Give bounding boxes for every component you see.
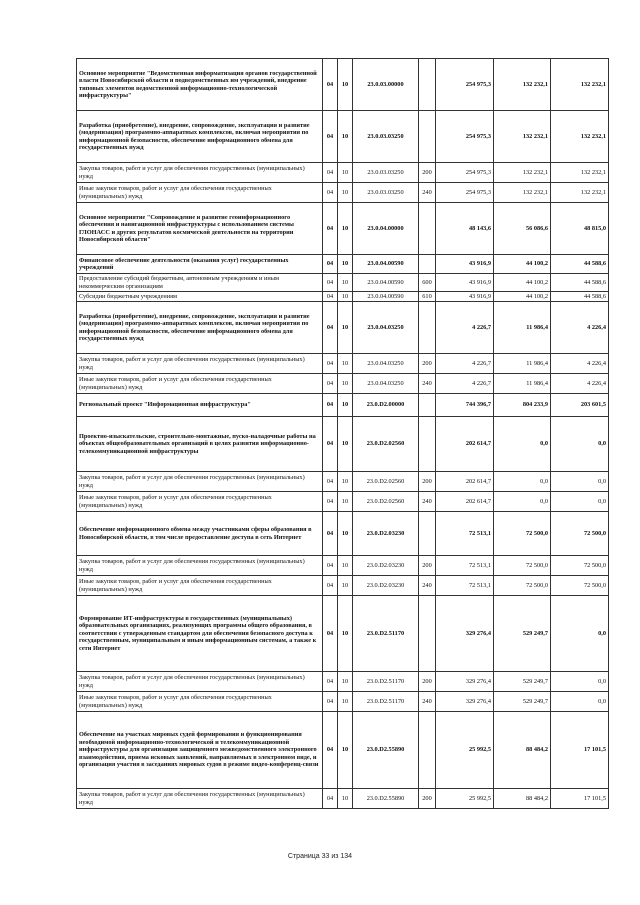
row-name: Закупка товаров, работ и услуг для обеспечения государственных (муниципальных) нужд: [77, 789, 323, 809]
row-expense-type: 610: [419, 292, 436, 302]
row-target-code: 23.0.D2.51170: [353, 692, 419, 712]
table-row: [77, 163, 609, 183]
row-name: Формирование ИТ-инфраструктуры в государственных (муниципальных) образовательных организациях, реализующих программы общего образования, в соответствии с утвержденным стандартом для обеспечения безопасного доступа к государственным, муниципальным и иным информационным системам, а также к сети Интернет: [77, 596, 323, 672]
row-amount-year1: 43 916,9: [436, 255, 494, 274]
table-row: [77, 789, 609, 809]
row-subsection: 10: [338, 302, 353, 354]
row-name: Иные закупки товаров, работ и услуг для обеспечения государственных (муниципальных) нужд: [77, 576, 323, 596]
row-name: Закупка товаров, работ и услуг для обеспечения государственных (муниципальных) нужд: [77, 472, 323, 492]
row-target-code: 23.0.03.03250: [353, 111, 419, 163]
row-expense-type: 240: [419, 576, 436, 596]
table-row: [77, 492, 609, 512]
row-subsection: 10: [338, 59, 353, 111]
row-section: 04: [323, 354, 338, 374]
row-name: Иные закупки товаров, работ и услуг для обеспечения государственных (муниципальных) нужд: [77, 183, 323, 203]
row-name: Основное мероприятие "Сопровождение и развитие геоинформационного обеспечения и навигационной инфраструктуры с использованием системы ГЛОНАСС и других результатов космической деятельности на территории Новосибирской области": [77, 203, 323, 255]
row-expense-type: [419, 59, 436, 111]
row-section: 04: [323, 255, 338, 274]
row-amount-year2: 88 484,2: [494, 712, 551, 789]
table-row: [77, 596, 609, 672]
row-expense-type: 240: [419, 692, 436, 712]
row-expense-type: 240: [419, 492, 436, 512]
row-name: Проектно-изыскательские, строительно-монтажные, пуско-наладочные работы на объектах общеобразовательных организаций в целях развития информационно-телекоммуникационной инфраструктуры: [77, 417, 323, 472]
row-amount-year3: 0,0: [551, 672, 609, 692]
row-name: Региональный проект "Информационная инфраструктура": [77, 394, 323, 417]
table-row: [77, 274, 609, 292]
row-amount-year1: 4 226,7: [436, 354, 494, 374]
row-expense-type: [419, 712, 436, 789]
row-name: Закупка товаров, работ и услуг для обеспечения государственных (муниципальных) нужд: [77, 672, 323, 692]
row-amount-year2: 11 986,4: [494, 354, 551, 374]
row-subsection: 10: [338, 712, 353, 789]
row-target-code: 23.0.04.00590: [353, 292, 419, 302]
row-amount-year2: 11 986,4: [494, 374, 551, 394]
row-expense-type: 200: [419, 472, 436, 492]
row-amount-year3: 4 226,4: [551, 302, 609, 354]
row-section: 04: [323, 111, 338, 163]
row-target-code: 23.0.04.03250: [353, 302, 419, 354]
row-amount-year3: 0,0: [551, 596, 609, 672]
row-subsection: 10: [338, 512, 353, 556]
row-subsection: 10: [338, 472, 353, 492]
row-section: 04: [323, 274, 338, 292]
row-amount-year3: 0,0: [551, 492, 609, 512]
row-expense-type: [419, 417, 436, 472]
row-amount-year3: 4 226,4: [551, 374, 609, 394]
row-amount-year1: 329 276,4: [436, 672, 494, 692]
row-amount-year1: 43 916,9: [436, 274, 494, 292]
row-section: 04: [323, 789, 338, 809]
row-amount-year1: 329 276,4: [436, 692, 494, 712]
row-amount-year1: 72 513,1: [436, 556, 494, 576]
row-subsection: 10: [338, 163, 353, 183]
row-amount-year2: 44 100,2: [494, 292, 551, 302]
row-target-code: 23.0.D2.51170: [353, 596, 419, 672]
row-amount-year2: 88 484,2: [494, 789, 551, 809]
row-amount-year3: 72 500,0: [551, 512, 609, 556]
row-amount-year3: 132 232,1: [551, 183, 609, 203]
row-target-code: 23.0.03.03250: [353, 183, 419, 203]
row-amount-year1: 72 513,1: [436, 576, 494, 596]
row-subsection: 10: [338, 556, 353, 576]
row-amount-year3: 0,0: [551, 692, 609, 712]
row-amount-year2: 72 500,0: [494, 512, 551, 556]
row-expense-type: [419, 596, 436, 672]
row-section: 04: [323, 59, 338, 111]
row-expense-type: [419, 203, 436, 255]
row-amount-year2: 0,0: [494, 492, 551, 512]
row-amount-year1: 25 992,5: [436, 712, 494, 789]
row-amount-year1: 254 975,3: [436, 163, 494, 183]
row-amount-year3: 17 101,5: [551, 712, 609, 789]
row-target-code: 23.0.03.03250: [353, 163, 419, 183]
row-amount-year2: 44 100,2: [494, 255, 551, 274]
row-target-code: 23.0.03.00000: [353, 59, 419, 111]
row-amount-year1: 329 276,4: [436, 596, 494, 672]
row-target-code: 23.0.04.00590: [353, 255, 419, 274]
row-subsection: 10: [338, 292, 353, 302]
row-amount-year3: 4 226,4: [551, 354, 609, 374]
row-amount-year3: 132 232,1: [551, 163, 609, 183]
row-target-code: 23.0.D2.02560: [353, 492, 419, 512]
row-expense-type: 600: [419, 274, 436, 292]
row-subsection: 10: [338, 672, 353, 692]
row-subsection: 10: [338, 596, 353, 672]
row-expense-type: [419, 512, 436, 556]
row-amount-year1: 744 396,7: [436, 394, 494, 417]
row-subsection: 10: [338, 354, 353, 374]
row-amount-year2: 529 249,7: [494, 596, 551, 672]
row-amount-year2: 56 086,6: [494, 203, 551, 255]
table-row: [77, 302, 609, 354]
table-row: [77, 292, 609, 302]
row-section: 04: [323, 394, 338, 417]
row-amount-year3: 48 815,0: [551, 203, 609, 255]
row-target-code: 23.0.04.00590: [353, 274, 419, 292]
table-row: [77, 712, 609, 789]
row-section: 04: [323, 374, 338, 394]
row-amount-year1: 48 143,6: [436, 203, 494, 255]
row-target-code: 23.0.D2.00000: [353, 394, 419, 417]
row-amount-year3: 44 588,6: [551, 255, 609, 274]
table-row: [77, 183, 609, 203]
row-target-code: 23.0.04.00000: [353, 203, 419, 255]
row-amount-year3: 72 500,0: [551, 576, 609, 596]
row-expense-type: 200: [419, 354, 436, 374]
row-amount-year2: 804 233,9: [494, 394, 551, 417]
row-subsection: 10: [338, 111, 353, 163]
row-expense-type: 200: [419, 789, 436, 809]
row-target-code: 23.0.D2.55890: [353, 789, 419, 809]
row-section: 04: [323, 692, 338, 712]
row-expense-type: [419, 255, 436, 274]
budget-table-page: [76, 58, 608, 809]
row-amount-year2: 72 500,0: [494, 576, 551, 596]
table-row: [77, 692, 609, 712]
row-amount-year1: 43 916,9: [436, 292, 494, 302]
row-subsection: 10: [338, 203, 353, 255]
row-expense-type: 240: [419, 374, 436, 394]
row-name: Основное мероприятие "Ведомственная информатизация органов государственной власти Новосибирской области и подведомственных им учреждений, внедрение типовых элементов ведомственной информационно-технологической инфраструктуры": [77, 59, 323, 111]
row-amount-year3: 0,0: [551, 417, 609, 472]
row-name: Обеспечение информационного обмена между участниками сферы образования в Новосибирской области, в том числе предоставление доступа в сеть Интернет: [77, 512, 323, 556]
row-subsection: 10: [338, 576, 353, 596]
row-amount-year2: 11 986,4: [494, 302, 551, 354]
row-name: Иные закупки товаров, работ и услуг для обеспечения государственных (муниципальных) нужд: [77, 492, 323, 512]
row-amount-year1: 202 614,7: [436, 492, 494, 512]
row-amount-year2: 132 232,1: [494, 59, 551, 111]
row-amount-year1: 202 614,7: [436, 472, 494, 492]
row-amount-year1: 202 614,7: [436, 417, 494, 472]
row-amount-year3: 132 232,1: [551, 111, 609, 163]
row-subsection: 10: [338, 417, 353, 472]
row-amount-year1: 254 975,3: [436, 183, 494, 203]
row-subsection: 10: [338, 274, 353, 292]
row-subsection: 10: [338, 183, 353, 203]
table-row: [77, 354, 609, 374]
row-name: Закупка товаров, работ и услуг для обеспечения государственных (муниципальных) нужд: [77, 354, 323, 374]
row-section: 04: [323, 512, 338, 556]
table-row: [77, 111, 609, 163]
row-section: 04: [323, 672, 338, 692]
row-section: 04: [323, 712, 338, 789]
table-row: [77, 394, 609, 417]
row-target-code: 23.0.D2.02560: [353, 472, 419, 492]
row-amount-year2: 132 232,1: [494, 183, 551, 203]
row-expense-type: 200: [419, 163, 436, 183]
row-section: 04: [323, 596, 338, 672]
row-target-code: 23.0.D2.03230: [353, 512, 419, 556]
row-subsection: 10: [338, 374, 353, 394]
row-expense-type: 200: [419, 556, 436, 576]
table-row: [77, 203, 609, 255]
row-target-code: 23.0.D2.03230: [353, 576, 419, 596]
row-name: Финансовое обеспечение деятельности (оказания услуг) государственных учреждений: [77, 255, 323, 274]
row-amount-year3: 44 588,6: [551, 292, 609, 302]
row-name: Иные закупки товаров, работ и услуг для обеспечения государственных (муниципальных) нужд: [77, 374, 323, 394]
row-name: Закупка товаров, работ и услуг для обеспечения государственных (муниципальных) нужд: [77, 556, 323, 576]
table-row: [77, 556, 609, 576]
row-section: 04: [323, 302, 338, 354]
row-amount-year3: 0,0: [551, 472, 609, 492]
row-amount-year3: 132 232,1: [551, 59, 609, 111]
row-section: 04: [323, 417, 338, 472]
row-name: Иные закупки товаров, работ и услуг для обеспечения государственных (муниципальных) нужд: [77, 692, 323, 712]
row-section: 04: [323, 163, 338, 183]
page-footer: Страница 33 из 134: [287, 853, 353, 860]
row-amount-year3: 17 101,5: [551, 789, 609, 809]
row-name: Разработка (приобретение), внедрение, сопровождение, эксплуатация и развитие (модернизация) программно-аппаратных комплексов, включая мероприятия по информационной безопасности, обеспечение информационного обмена для государственных нужд: [77, 302, 323, 354]
row-subsection: 10: [338, 255, 353, 274]
row-section: 04: [323, 183, 338, 203]
row-amount-year2: 0,0: [494, 417, 551, 472]
table-row: [77, 255, 609, 274]
row-amount-year2: 44 100,2: [494, 274, 551, 292]
row-subsection: 10: [338, 492, 353, 512]
row-amount-year3: 44 588,6: [551, 274, 609, 292]
row-name: Обеспечение на участках мировых судей формирования и функционирования необходимой информационно-технологической и телекоммуникационной инфраструктуры для организации защищенного межведомственного электронного взаимодействия, приема исковых заявлений, направляемых в электронном виде, и организация участия в заседаниях мировых судов в режиме видео-конференц-связи: [77, 712, 323, 789]
table-body: [77, 59, 609, 809]
table-row: [77, 576, 609, 596]
row-section: 04: [323, 556, 338, 576]
row-amount-year2: 0,0: [494, 472, 551, 492]
row-amount-year1: 4 226,7: [436, 302, 494, 354]
row-expense-type: [419, 302, 436, 354]
row-section: 04: [323, 492, 338, 512]
row-section: 04: [323, 203, 338, 255]
row-expense-type: 200: [419, 672, 436, 692]
row-amount-year2: 132 232,1: [494, 111, 551, 163]
table-row: [77, 472, 609, 492]
row-subsection: 10: [338, 789, 353, 809]
row-name: Субсидии бюджетным учреждениям: [77, 292, 323, 302]
row-amount-year3: 72 500,0: [551, 556, 609, 576]
row-amount-year1: 25 992,5: [436, 789, 494, 809]
row-expense-type: [419, 111, 436, 163]
row-section: 04: [323, 576, 338, 596]
row-subsection: 10: [338, 692, 353, 712]
row-amount-year2: 132 232,1: [494, 163, 551, 183]
row-amount-year1: 254 975,3: [436, 111, 494, 163]
row-amount-year1: 72 513,1: [436, 512, 494, 556]
row-name: Предоставление субсидий бюджетным, автономным учреждениям и иным некоммерческим организациям: [77, 274, 323, 292]
row-amount-year2: 529 249,7: [494, 692, 551, 712]
row-target-code: 23.0.04.03250: [353, 354, 419, 374]
budget-table: [76, 58, 609, 809]
row-target-code: 23.0.D2.55890: [353, 712, 419, 789]
table-row: [77, 417, 609, 472]
row-target-code: 23.0.D2.51170: [353, 672, 419, 692]
table-row: [77, 59, 609, 111]
row-section: 04: [323, 472, 338, 492]
row-target-code: 23.0.D2.03230: [353, 556, 419, 576]
row-amount-year1: 4 226,7: [436, 374, 494, 394]
row-expense-type: 240: [419, 183, 436, 203]
row-amount-year3: 203 601,5: [551, 394, 609, 417]
table-row: [77, 512, 609, 556]
row-amount-year1: 254 975,3: [436, 59, 494, 111]
table-row: [77, 374, 609, 394]
row-subsection: 10: [338, 394, 353, 417]
table-row: [77, 672, 609, 692]
row-expense-type: [419, 394, 436, 417]
row-name: Закупка товаров, работ и услуг для обеспечения государственных (муниципальных) нужд: [77, 163, 323, 183]
row-name: Разработка (приобретение), внедрение, сопровождение, эксплуатация и развитие (модернизация) программно-аппаратных комплексов, включая мероприятия по информационной безопасности, обеспечение информационного обмена для государственных нужд: [77, 111, 323, 163]
row-target-code: 23.0.D2.02560: [353, 417, 419, 472]
row-amount-year2: 529 249,7: [494, 672, 551, 692]
row-amount-year2: 72 500,0: [494, 556, 551, 576]
row-section: 04: [323, 292, 338, 302]
row-target-code: 23.0.04.03250: [353, 374, 419, 394]
